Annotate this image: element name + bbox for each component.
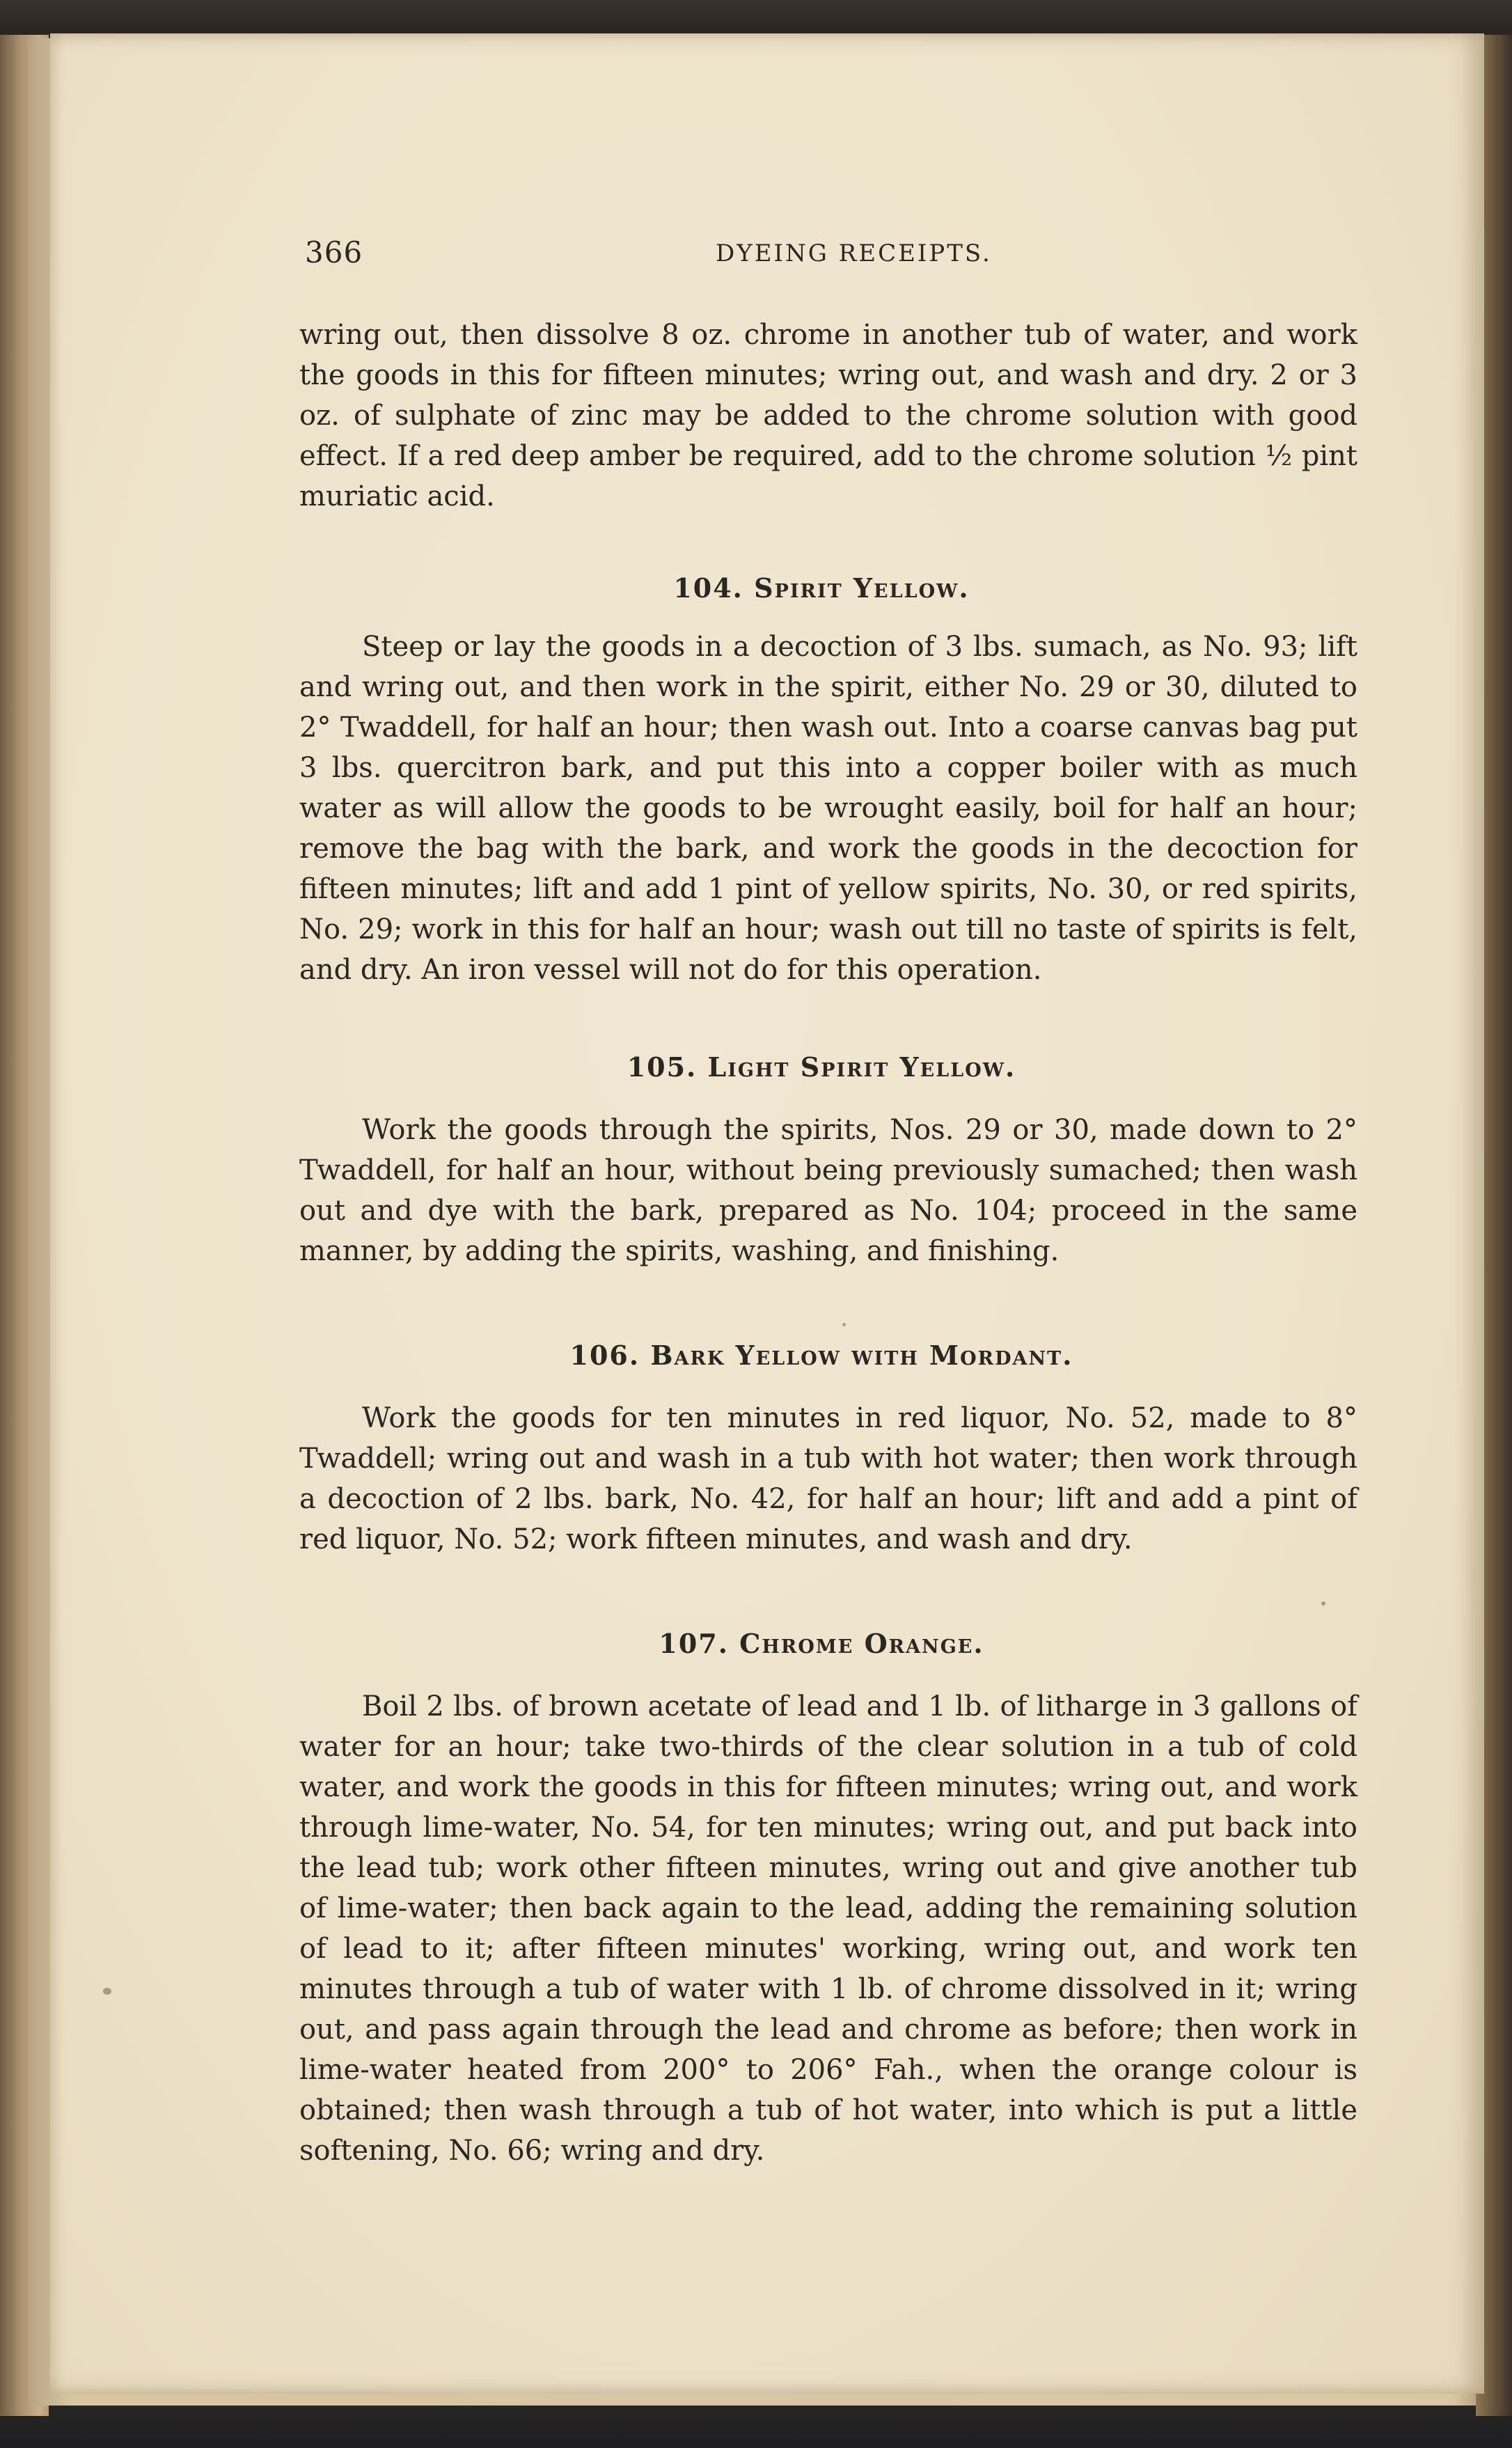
section-heading-107: 107. Chrome Orange. — [659, 1628, 984, 1659]
continuation-paragraph: wring out, then dissolve 8 oz. chrome in another tub of water, and work the goods in this for fifteen minutes; wring out, and wash and dry. 2 or 3 oz. of sulphate of zinc may be added to the chrome solution with good effect. If a red deep amber be required, add to the chrome solution ½ pint muriatic acid. — [299, 319, 1357, 512]
section-paragraph-104: Steep or lay the goods in a decoction of 3 lbs. sumach, as No. 93; lift and wring out, and then work in the spirit, either No. 29 or 30, diluted to 2° Twaddell, for half an hour; then wash out. Into a coarse canvas bag put 3 lbs. quercitron bark, and put this into a copper boiler with as much water as will allow the goods to be wrought easily, boil for half an hour; remove the bag with the bark, and work the goods in the decoction for fifteen minutes; lift and add 1 pint of yellow spirits, No. 30, or red spirits, No. 29; work in this for half an hour; wash out till no taste of spirits is felt, and dry. An iron vessel will not do for this operation. — [299, 631, 1357, 986]
paper-blemish — [103, 1988, 111, 1995]
section-paragraph-105: Work the goods through the spirits, Nos. 29 or 30, made down to 2° Twaddell, for half an hour, without being previously sumached; then wash out and dye with the bark, prepared as No. 104; proceed in the same manner, by adding the spirits, washing, and finishing. — [299, 1114, 1357, 1267]
paper-blemish — [842, 1323, 846, 1326]
page-number: 366 — [305, 235, 363, 269]
section-heading-104: 104. Spirit Yellow. — [673, 572, 970, 604]
paper-blemish — [1321, 1601, 1325, 1606]
section-heading-106: 106. Bark Yellow with Mordant. — [569, 1340, 1073, 1371]
running-title: DYEING RECEIPTS. — [716, 240, 992, 267]
section-paragraph-107: Boil 2 lbs. of brown acetate of lead and 1 lb. of litharge in 3 gallons of water for an hour; take two-thirds of the clear solution in a tub of cold water, and work the goods in this for fifteen minutes; wring out, and work through lime-water, No. 54, for ten minutes; wring out, and put back into the lead tub; work other fifteen minutes, wring out and give another tub of lime-water; then back again to the lead, adding the remaining solution of lead to it; after fifteen minutes' working, wring out, and work ten minutes through a tub of water with 1 lb. of chrome dissolved in it; wring out, and pass again through the lead and chrome as before; then work in lime-water heated from 200° to 206° Fah., when the orange colour is obtained; then wash through a tub of hot water, into which is put a little softening, No. 66; wring and dry. — [299, 1690, 1357, 2167]
section-heading-105: 105. Light Spirit Yellow. — [627, 1051, 1016, 1083]
section-paragraph-106: Work the goods for ten minutes in red liquor, No. 52, made to 8° Twaddell; wring out and wash in a tub with hot water; then work through a decoction of 2 lbs. bark, No. 42, for half an hour; lift and add a pint of red liquor, No. 52; work fifteen minutes, and wash and dry. — [299, 1402, 1357, 1555]
running-head — [305, 235, 1391, 277]
